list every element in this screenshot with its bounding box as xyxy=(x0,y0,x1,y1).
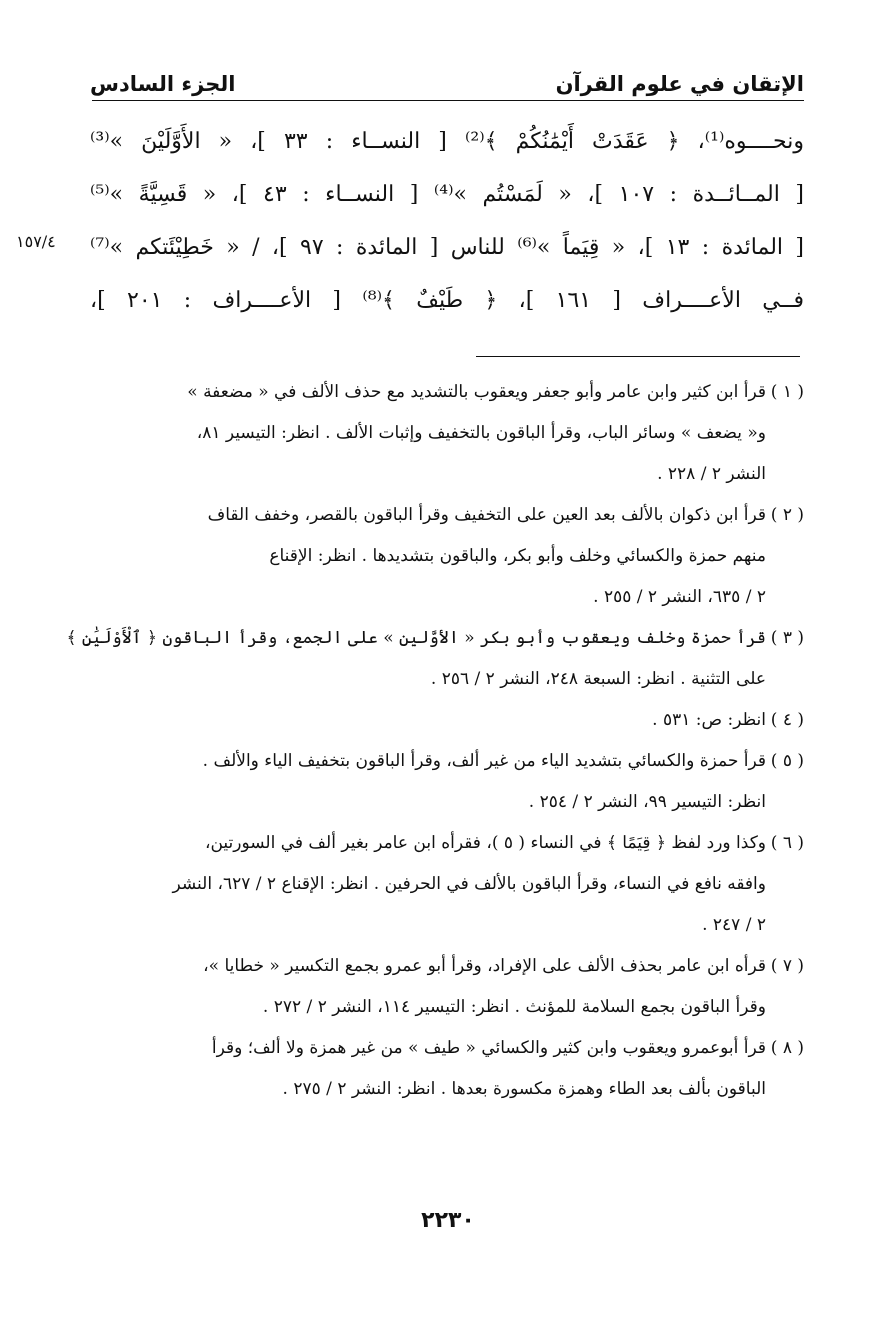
footnote-line: و« يضعف » وسائر الباب، وقرأ الباقون بالتخفيف وإثبات الألف . انظر: التيسير ٨١، xyxy=(196,423,766,443)
footnote xyxy=(90,372,804,495)
margin-reference: ١٥٧/٤ xyxy=(16,232,56,251)
footnotes xyxy=(66,372,804,1110)
main-text-line: [ المــائــدة : ١٠٧ ]، « لَمَسْتُم »⁽⁴⁾ [ النســاء : ٤٣ ]، « قَسِيَّةً »⁽⁵⁾ xyxy=(90,182,804,207)
footnote-number: ( ٦ ) xyxy=(770,833,804,853)
footnote-number: ( ١ ) xyxy=(770,382,804,402)
footnote-number: ( ٨ ) xyxy=(770,1038,804,1058)
footnote-line: وافقه نافع في النساء، وقرأ الباقون بالألف في الحرفين . انظر: الإقناع ٢ / ٦٢٧، النشر xyxy=(172,874,766,894)
footnote-line: ٢ / ٦٣٥، النشر ٢ / ٢٥٥ . xyxy=(593,587,766,607)
footnote xyxy=(90,823,804,946)
footnote-line: الباقون بألف بعد الطاء وهمزة مكسورة بعدها . انظر: النشر ٢ / ٢٧٥ . xyxy=(282,1079,766,1099)
footnote-line: وكذا ورد لفظ ﴿ قِيَمًا ﴾ في النساء ( ٥ )، فقرأه ابن عامر بغير ألف في السورتين، xyxy=(204,833,766,853)
footnote xyxy=(90,1028,804,1110)
footnote xyxy=(90,700,804,741)
footnote-line: قرأ ابن ذكوان بالألف بعد العين على التخفيف وقرأ الباقون بالقصر، وخفف القاف xyxy=(207,505,766,525)
running-header xyxy=(90,56,804,96)
footnote xyxy=(90,495,804,618)
footnote-number: ( ٣ ) xyxy=(770,628,804,648)
footnote-line: انظر: ص: ٥٣١ . xyxy=(652,710,766,730)
footnote-line: انظر: التيسير ٩٩، النشر ٢ / ٢٥٤ . xyxy=(528,792,766,812)
main-text xyxy=(90,122,804,334)
footnote-line: النشر ٢ / ٢٢٨ . xyxy=(657,464,766,484)
book-title: الإتقان في علوم القرآن xyxy=(555,72,804,96)
footnote-line: قرأه ابن عامر بحذف الألف على الإفراد، وقرأ أبو عمرو بجمع التكسير « خطايا »، xyxy=(203,956,766,976)
main-text-line: [ المائدة : ١٣ ]، « قِيَماً »⁽⁶⁾ للناس [ المائدة : ٩٧ ]، / « خَطِيْئَتكم »⁽⁷⁾ xyxy=(90,235,804,260)
footnote-separator xyxy=(476,356,800,357)
page-number: ٢٢٣٠ xyxy=(421,1208,475,1233)
footnote xyxy=(66,618,804,700)
volume-label: الجزء السادس xyxy=(90,72,236,96)
footnote-line: قرأ حمزة وخلف ويعقوب وأبو بكر « الأوَّلين » على الجمع، وقرأ الباقون ﴿ ٱلْأَوْلَيَٰنِ ﴾ xyxy=(66,628,766,648)
footnote-line: ٢ / ٢٤٧ . xyxy=(702,915,766,935)
footnote xyxy=(90,946,804,1028)
header-rule xyxy=(92,100,804,101)
footnote-line: قرأ حمزة والكسائي بتشديد الياء من غير ألف، وقرأ الباقون بتخفيف الياء والألف . xyxy=(202,751,766,771)
main-text-line: فــي الأعــــراف [ ١٦١ ]، ﴿ طَيْفٌ ﴾⁽⁸⁾ [ الأعــــراف : ٢٠١ ]، xyxy=(90,288,804,313)
footnote-line: قرأ ابن كثير وابن عامر وأبو جعفر ويعقوب بالتشديد مع حذف الألف في « مضعفة » xyxy=(187,382,766,402)
footnote-line: قرأ أبوعمرو ويعقوب وابن كثير والكسائي « طيف » من غير همزة ولا ألف؛ وقرأ xyxy=(211,1038,766,1058)
footnote-line: على التثنية . انظر: السبعة ٢٤٨، النشر ٢ / ٢٥٦ . xyxy=(430,669,766,689)
footnote-number: ( ٢ ) xyxy=(770,505,804,525)
footnote-number: ( ٤ ) xyxy=(770,710,804,730)
footnote-line: منهم حمزة والكسائي وخلف وأبو بكر، والباقون بتشديدها . انظر: الإقناع xyxy=(269,546,766,566)
footnote-number: ( ٧ ) xyxy=(770,956,804,976)
main-text-line: ونحــــوه⁽¹⁾، ﴿ عَقَدَتْ أَيْمَٰنُكُمْ ﴾⁽²⁾ [ النســاء : ٣٣ ]، « الأَوَّلَيْنَ »⁽³⁾ xyxy=(90,129,804,154)
footnote-number: ( ٥ ) xyxy=(770,751,804,771)
footnote xyxy=(90,741,804,823)
footnote-line: وقرأ الباقون بجمع السلامة للمؤنث . انظر: التيسير ١١٤، النشر ٢ / ٢٧٢ . xyxy=(262,997,766,1017)
